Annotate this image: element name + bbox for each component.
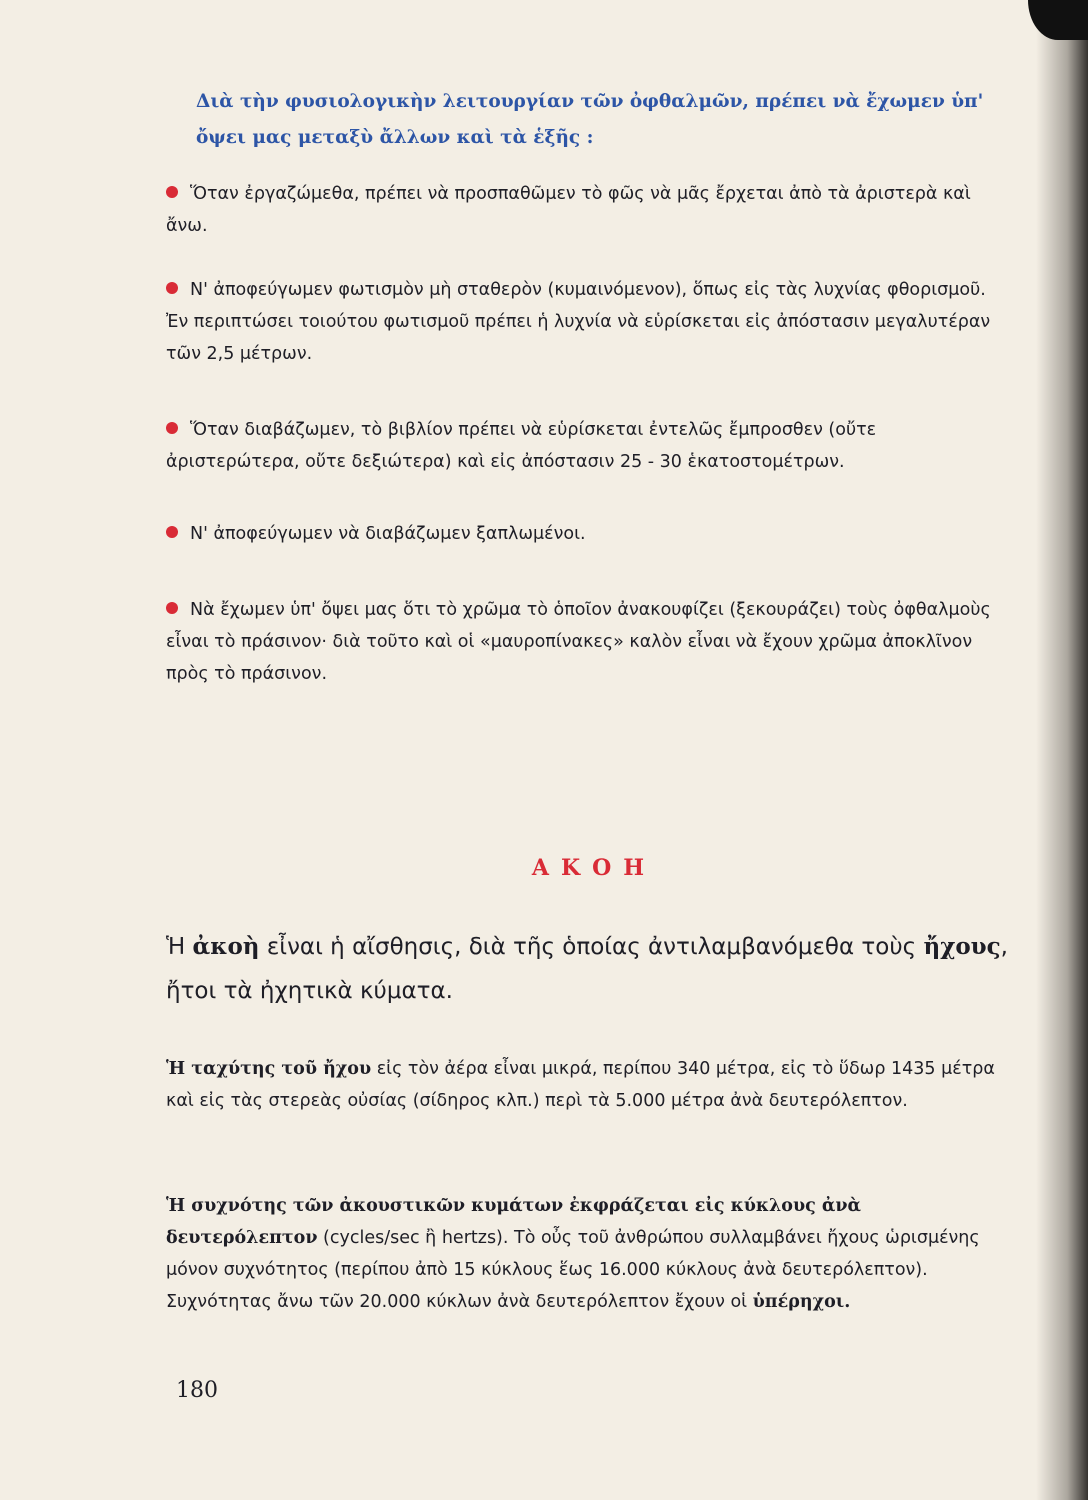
hearing-text-start: Ἡ (166, 934, 186, 960)
section-heading: ΑΚΟΗ (531, 855, 657, 881)
bullet-item (166, 414, 1008, 478)
bullet-text: Νὰ ἔχωμεν ὑπ' ὄψει μας ὅτι τὸ χρῶμα τὸ ὁποῖον ἀνακουφίζει (ξεκουράζει) τοὺς ὀφθαλμοὺς εἶναι τὸ πράσινον· διὰ τοῦτο καὶ οἱ «μαυροπίνακες» καλὸν εἶναι νὰ ἔχουν χρῶμα ἀποκλῖνον πρὸς τὸ πράσινον. (166, 600, 991, 684)
bullet-dot-icon (166, 526, 178, 538)
bullet-text: Ν' ἀποφεύγωμεν φωτισμὸν μὴ σταθερὸν (κυμαινόμενον), ὅπως εἰς τὰς λυχνίας φθορισμοῦ. Ἐν περιπτώσει τοιούτου φωτισμοῦ πρέπει ἡ λυχνία νὰ εὑρίσκεται εἰς ἀπόστασιν μεγαλυτέραν τῶν 2,5 μέτρων. (166, 280, 991, 364)
speed-text: εἰς τὸν ἀέρα εἶναι μικρά, περίπου 340 μέτρα, εἰς τὸ ὕδωρ 1435 μέτρα καὶ εἰς τὰς στερεὰς οὐσίας (σίδηρος κλπ.) περὶ τὰ 5.000 μέτρα ἀνὰ δευτερόλεπτον. (166, 1059, 995, 1111)
hearing-text-end: , ἤτοι τὰ ἠχητικὰ κύματα. (166, 934, 1008, 1004)
bullet-text: Ν' ἀποφεύγωμεν νὰ διαβάζωμεν ξαπλωμένοι. (190, 524, 586, 544)
bullet-item (166, 594, 1008, 690)
bullet-dot-icon (166, 282, 178, 294)
bullet-item (166, 178, 1008, 242)
sounds-term: ἤχους (923, 933, 1001, 960)
frequency-text: (cycles/sec ἢ hertzs). Τὸ οὖς τοῦ ἀνθρώπου συλλαμβάνει ἤχους ὡρισμένης μόνον συχνότητος (περίπου ἀπὸ 15 κύκλους ἕως 16.000 κύκλους ἀνὰ δευτερόλεπτον). Συχνότητας ἄνω τῶν 20.000 κύκλων ἀνὰ δευτερόλεπτον ἔχουν οἱ (166, 1228, 980, 1312)
frequency-term: Ἡ συχνότης τῶν ἀκουστικῶν κυμάτων ἐκφράζεται εἰς κύκλους ἀνὰ δευτερόλεπτον (166, 1196, 861, 1248)
speed-paragraph (166, 1053, 1008, 1117)
hearing-definition (166, 925, 1016, 1013)
bullet-text: Ὅταν διαβάζωμεν, τὸ βιβλίον πρέπει νὰ εὑρίσκεται ἐντελῶς ἔμπροσθεν (οὔτε ἀριστερώτερα, οὔτε δεξιώτερα) καὶ εἰς ἀπόστασιν 25 - 30 ἑκατοστομέτρων. (166, 420, 877, 472)
page-number: 180 (176, 1378, 218, 1403)
bullet-item (166, 518, 1008, 550)
ultrasound-term: ὑπέρηχοι. (752, 1292, 851, 1312)
frequency-paragraph (166, 1190, 1008, 1318)
speed-term: Ἡ ταχύτης τοῦ ἤχου (166, 1059, 372, 1079)
intro-paragraph: Διὰ τὴν φυσιολογικὴν λειτουργίαν τῶν ὀφθαλμῶν, πρέπει νὰ ἔχωμεν ὑπ' ὄψει μας μεταξὺ ἄλλων καὶ τὰ ἑξῆς : (196, 91, 984, 148)
bullet-text: Ὅταν ἐργαζώμεθα, πρέπει νὰ προσπαθῶμεν τὸ φῶς νὰ μᾶς ἔρχεται ἀπὸ τὰ ἀριστερὰ καὶ ἄνω. (166, 184, 971, 236)
hearing-term: ἀκοὴ (192, 933, 260, 960)
page-edge-shadow (1036, 0, 1088, 1500)
bullet-dot-icon (166, 422, 178, 434)
bullet-item (166, 274, 1008, 370)
hearing-text-mid: εἶναι ἡ αἴσθησις, διὰ τῆς ὁποίας ἀντιλαμβανόμεθα τοὺς (259, 934, 924, 960)
bullet-dot-icon (166, 602, 178, 614)
bullet-dot-icon (166, 186, 178, 198)
